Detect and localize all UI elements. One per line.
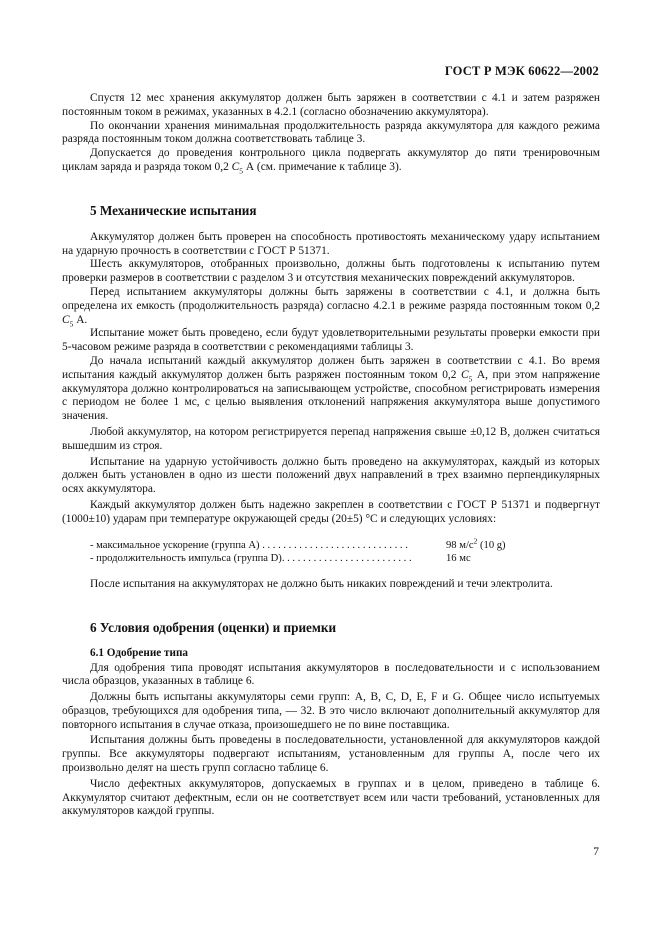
page-number: 7 bbox=[593, 846, 599, 858]
paragraph: Спустя 12 мес хранения аккумулятор должен быть заряжен в соответствии с 4.1 и затем разряжен постоянным током в режимах, указанных в 4.2.1 (согласно обозначению аккумулятора). bbox=[62, 92, 600, 118]
section-5-title: 5 Механические испытания bbox=[90, 202, 257, 218]
paragraph: Испытание на ударную устойчивость должно быть проведено на аккумуляторах, каждый из которых должен быть установлен в одно из шести положений двух направлений в трех взаимно перпендикулярных осях аккумулятора. bbox=[62, 455, 600, 496]
paragraph: После испытания на аккумуляторах не должно быть никаких повреждений и течи электролита. bbox=[90, 577, 553, 590]
standard-header: ГОСТ Р МЭК 60622—2002 bbox=[444, 64, 599, 78]
paragraph: Каждый аккумулятор должен быть надежно закреплен в соответствии с ГОСТ Р 51371 и подвергнут (1000±10) ударам при температуре окружающей среды (20±5) °С и следующих условиях: bbox=[62, 498, 600, 525]
shock-conditions-list bbox=[90, 535, 600, 566]
document-body bbox=[62, 92, 600, 819]
list-item: - продолжительность импульса (группа D). . . . . . . . . . . . . . . . . . . . . . . . . 16 мс bbox=[90, 553, 471, 565]
subsection-6-1-title: 6.1 Одобрение типа bbox=[90, 646, 189, 659]
paragraph: Для одобрения типа проводят испытания аккумуляторов в последовательности и с использованием числа образцов, указанных в таблице 6. bbox=[62, 661, 600, 688]
paragraph: Допускается до проведения контрольного цикла подвергать аккумулятор до пяти тренировочным циклам заряда и разряда током 0,2 $C_5$ А (см. примечание к таблице 3). bbox=[62, 147, 600, 176]
paragraph: Испытание может быть проведено, если будут удовлетворительными результаты проверки емкости при 5-часовом режиме разряда в соответствии с рекомендациями таблицы 3. bbox=[62, 327, 600, 354]
paragraph: Число дефектных аккумуляторов, допускаемых в группах и в целом, приведено в таблице 6. Аккумулятор считают дефектным, если он не соответствует всем или части требований, установленных для аккумуляторов каждой группы. bbox=[62, 777, 600, 818]
paragraph: Испытания должны быть проведены в последовательности, установленной для аккумуляторов каждой группы. Все аккумуляторы подвергают испытаниям, установленным для группы А, после чего их произвольно делят на шесть групп согласно таблице 6. bbox=[62, 734, 600, 775]
paragraph: Шесть аккумуляторов, отобранных произвольно, должны быть подготовлены к испытанию путем проверки размеров в соответствии с разделом 3 и отсутствия механических повреждений аккумуляторов. bbox=[62, 258, 600, 285]
paragraph: Должны быть испытаны аккумуляторы семи групп: А, В, С, D, Е, F и G. Общее число испытуемых образцов, требующихся для одобрения типа, — 32. В это число включают дополнительный аккумулятор для повторного испытания в случае отказа, произошедшего не по вине поставщика. bbox=[62, 691, 600, 731]
paragraph: По окончании хранения минимальная продолжительность разряда аккумулятора для каждого режима разряда постоянным током должна соответствовать таблице 3. bbox=[62, 119, 600, 146]
section-6-title: 6 Условия одобрения (оценки) и приемки bbox=[90, 619, 337, 635]
paragraph: Аккумулятор должен быть проверен на способность противостоять механическому удару испытанием на ударную прочность в соответствии с ГОСТ Р 51371. bbox=[62, 230, 600, 257]
paragraph: До начала испытаний каждый аккумулятор должен быть заряжен в соответствии с 4.1. Во время испытания каждый аккумулятор должен быть разряжен постоянным током 0,2 $C_5$ А, при этом напряжение аккумулятора должно контролироваться на записывающем устройстве, способном регистрировать измерения с периодом не более 1 мс, с целью выявления отклонений напряжения аккумулятора выше допустимого значения. bbox=[62, 354, 600, 423]
paragraph: Перед испытанием аккумуляторы должны быть заряжены в соответствии с 4.1, и должна быть определена их емкость (продолжительность разряда) согласно 4.2.1 в режиме разряда постоянным током 0,2 $C_5$ А. bbox=[62, 285, 600, 328]
paragraph: Любой аккумулятор, на котором регистрируется перепад напряжения свыше ±0,12 В, должен считаться вышедшим из строя. bbox=[62, 425, 600, 452]
list-item: - максимальное ускорение (группа А) . . . . . . . . . . . . . . . . . . . . . . . . . . . . 98 $м/с^2$ (10 g) bbox=[90, 535, 506, 551]
